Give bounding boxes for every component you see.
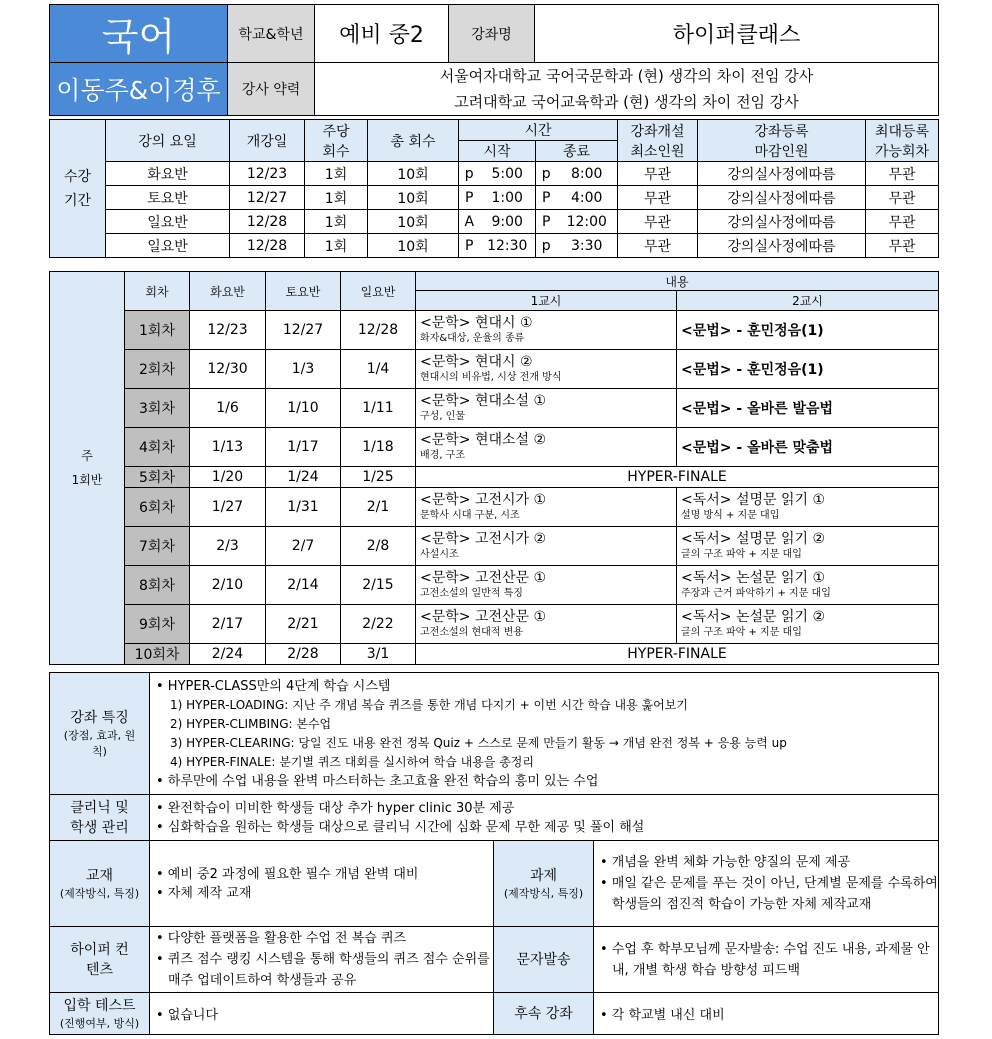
day-cell: 일요반	[106, 234, 230, 258]
total-cell: 10회	[368, 162, 459, 186]
start-time: 1:00	[480, 186, 536, 210]
school-value: 예비 중2	[315, 5, 449, 63]
sun-cell: 1/11	[341, 389, 416, 428]
schedule-row	[50, 644, 939, 665]
period-side-label: 수강 기간	[50, 120, 106, 258]
lesson-subtitle: 현대시의 비유법, 시상 전개 방식	[420, 372, 562, 383]
period-2-cell	[677, 488, 939, 527]
feature-line: • 하루만에 수업 내용을 완벽 마스터하는 초고효율 완전 학습의 흥미 있는 수업	[156, 773, 599, 789]
sat-cell: 1/24	[266, 467, 341, 488]
homework-content	[594, 841, 939, 927]
max-cell: 무관	[866, 186, 939, 210]
period-2-cell: <문법> - 훈민정음(1)	[677, 311, 939, 350]
lesson-subtitle: 화자&대상, 운율의 종류	[420, 333, 525, 344]
features-table	[49, 672, 939, 1035]
day-cell: 화요반	[106, 162, 230, 186]
feature-line: 4) HYPER-FINALE: 분기별 퀴즈 대회를 실시하여 학습 내용을 총정리	[170, 754, 534, 769]
min-cell: 무관	[618, 234, 698, 258]
lesson-subtitle: 주장과 근거 파악하기 + 지문 대입	[681, 588, 831, 599]
header-start-date: 개강일	[230, 120, 305, 162]
hyper-content	[150, 927, 494, 993]
course-label: 강좌명	[449, 5, 535, 63]
deadline-cell: 강의실사정에따름	[698, 210, 866, 234]
header-time-end: 종료	[536, 141, 618, 162]
header-sun: 일요반	[341, 272, 416, 311]
finale-cell: HYPER-FINALE	[416, 467, 939, 488]
feature-line: • 예비 중2 과정에 필요한 필수 개념 완벽 대비	[156, 866, 419, 882]
lesson-title: <문학> 고전산문 ①	[420, 570, 547, 586]
schedule-row	[50, 428, 939, 467]
header-sat: 토요반	[266, 272, 341, 311]
lesson-subtitle: 글의 구조 파악 + 지문 대입	[681, 549, 802, 560]
start-time: 9:00	[480, 210, 536, 234]
weekly-cell: 1회	[305, 186, 368, 210]
lesson-subtitle: 설명 방식 + 지문 대입	[681, 510, 780, 521]
sun-cell: 3/1	[341, 644, 416, 665]
max-cell: 무관	[866, 210, 939, 234]
feature-line: • 심화학습을 원하는 학생들 대상으로 클리닉 시간에 심화 문제 무한 제공 및 풀이 해설	[156, 819, 645, 835]
start-cell: 12/27	[230, 186, 305, 210]
sat-cell: 2/28	[266, 644, 341, 665]
header-period-1: 1교시	[416, 291, 677, 311]
start-cell: 12/23	[230, 162, 305, 186]
homework-label: 과제 (제작방식, 특징)	[494, 841, 594, 927]
session-cell: 2회차	[125, 350, 190, 389]
sun-cell: 2/1	[341, 488, 416, 527]
sms-label: 문자발송	[494, 927, 594, 993]
sat-cell: 12/27	[266, 311, 341, 350]
period-2-cell	[677, 566, 939, 605]
sat-cell: 1/17	[266, 428, 341, 467]
lesson-title: <문학> 고전시가 ①	[420, 492, 547, 508]
header-time-start: 시작	[459, 141, 536, 162]
session-cell: 7회차	[125, 527, 190, 566]
header-session: 회차	[125, 272, 190, 311]
sat-cell: 2/21	[266, 605, 341, 644]
end-time: 4:00	[557, 186, 618, 210]
header-content: 내용	[416, 272, 939, 291]
lesson-title: <독서> 논설문 읽기 ②	[681, 609, 826, 625]
min-cell: 무관	[618, 186, 698, 210]
min-cell: 무관	[618, 162, 698, 186]
total-cell: 10회	[368, 186, 459, 210]
schedule-row	[50, 605, 939, 644]
period-row	[50, 162, 939, 186]
lesson-subtitle: 글의 구조 파악 + 지문 대입	[681, 627, 802, 638]
sun-cell: 2/8	[341, 527, 416, 566]
lesson-title: <독서> 설명문 읽기 ①	[681, 492, 826, 508]
end-time: 12:00	[557, 210, 618, 234]
start-ampm: P	[459, 234, 480, 258]
header-tue: 화요반	[190, 272, 266, 311]
feature-line: 3) HYPER-CLEARING: 당일 진도 내용 완전 정복 Quiz + 스스로 문제 만들기 활동 → 개념 완전 정복 + 응용 능력 up	[170, 735, 787, 750]
tue-cell: 1/13	[190, 428, 266, 467]
textbook-label: 교재 (제작방식, 특징)	[50, 841, 150, 927]
career-line: 서울여자대학교 국어국문학과 (현) 생각의 차이 전임 강사	[439, 67, 814, 85]
weekly-cell: 1회	[305, 234, 368, 258]
session-cell: 1회차	[125, 311, 190, 350]
period-1-cell	[416, 488, 677, 527]
period-1-cell	[416, 350, 677, 389]
day-cell: 토요반	[106, 186, 230, 210]
period-2-cell	[677, 527, 939, 566]
weekly-cell: 1회	[305, 162, 368, 186]
feature-line: • 매일 같은 문제를 푸는 것이 아닌, 단계별 문제를 수록하여 학생들의 점진적 학습이 가능한 자체 제작교재	[600, 876, 938, 912]
period-1-cell	[416, 527, 677, 566]
total-cell: 10회	[368, 210, 459, 234]
schedule-row	[50, 566, 939, 605]
finale-cell: HYPER-FINALE	[416, 644, 939, 665]
hyper-content-label: 하이퍼 컨텐츠	[50, 927, 150, 993]
header-min-people: 강좌개설 최소인원	[618, 120, 698, 162]
schedule-row	[50, 311, 939, 350]
header-period-2: 2교시	[677, 291, 939, 311]
lesson-title: <독서> 설명문 읽기 ②	[681, 531, 826, 547]
lesson-subtitle: 배경, 구조	[420, 450, 465, 461]
period-1-cell	[416, 389, 677, 428]
schedule-row	[50, 527, 939, 566]
sun-cell: 1/18	[341, 428, 416, 467]
feature-line: 1) HYPER-LOADING: 지난 주 개념 복습 퀴즈를 통한 개념 다지기 + 이번 시간 학습 내용 훑어보기	[170, 697, 688, 712]
deadline-cell: 강의실사정에따름	[698, 186, 866, 210]
header-deadline: 강좌등록 마감인원	[698, 120, 866, 162]
period-1-cell	[416, 311, 677, 350]
period-row	[50, 210, 939, 234]
lesson-title: <문학> 현대시 ①	[420, 315, 533, 331]
career-cell	[315, 63, 939, 116]
tue-cell: 12/23	[190, 311, 266, 350]
sat-cell: 1/31	[266, 488, 341, 527]
feature-line: 2) HYPER-CLIMBING: 본수업	[170, 716, 332, 731]
schedule-row	[50, 488, 939, 527]
schedule-table	[49, 271, 939, 665]
sat-cell: 1/3	[266, 350, 341, 389]
session-cell: 8회차	[125, 566, 190, 605]
sat-cell: 1/10	[266, 389, 341, 428]
sun-cell: 2/22	[341, 605, 416, 644]
lesson-title: <문학> 고전산문 ①	[420, 609, 547, 625]
schedule-row	[50, 467, 939, 488]
tue-cell: 1/20	[190, 467, 266, 488]
period-2-cell: <문법> - 올바른 맞춤법	[677, 428, 939, 467]
feature-line: • 완전학습이 미비한 학생들 대상 추가 hyper clinic 30분 제공	[156, 800, 515, 816]
subject-title: 국어	[50, 5, 228, 63]
start-time: 5:00	[480, 162, 536, 186]
lesson-title: <문학> 현대소설 ②	[420, 432, 547, 448]
end-time: 3:30	[557, 234, 618, 258]
follow-course-value: • 각 학교별 내신 대비	[594, 993, 939, 1035]
end-ampm: P	[536, 210, 557, 234]
lesson-title: <독서> 논설문 읽기 ①	[681, 570, 826, 586]
period-1-cell	[416, 605, 677, 644]
schedule-row	[50, 389, 939, 428]
session-cell: 5회차	[125, 467, 190, 488]
sun-cell: 2/15	[341, 566, 416, 605]
teacher-names: 이동주&이경후	[50, 63, 228, 116]
sun-cell: 1/4	[341, 350, 416, 389]
period-1-cell	[416, 566, 677, 605]
period-row	[50, 186, 939, 210]
session-cell: 9회차	[125, 605, 190, 644]
lesson-title: <문학> 현대시 ②	[420, 354, 533, 370]
start-ampm: A	[459, 210, 480, 234]
total-cell: 10회	[368, 234, 459, 258]
feature-line: • HYPER-CLASS만의 4단계 학습 시스템	[156, 678, 391, 694]
feature-line: • 개념을 완벽 체화 가능한 양질의 문제 제공	[600, 855, 851, 870]
clinic-content	[150, 795, 939, 841]
weekly-cell: 1회	[305, 210, 368, 234]
session-cell: 4회차	[125, 428, 190, 467]
start-ampm: P	[459, 186, 480, 210]
start-time: 12:30	[480, 234, 536, 258]
career-line: 고려대학교 국어교육학과 (현) 생각의 차이 전임 강사	[454, 93, 799, 111]
tue-cell: 2/10	[190, 566, 266, 605]
sms-content	[594, 927, 939, 993]
career-label: 강사 약력	[228, 63, 315, 116]
period-row	[50, 234, 939, 258]
follow-course-label: 후속 강좌	[494, 993, 594, 1035]
day-cell: 일요반	[106, 210, 230, 234]
lesson-subtitle: 고전소설의 현대적 변용	[420, 627, 523, 638]
tue-cell: 2/17	[190, 605, 266, 644]
sat-cell: 2/7	[266, 527, 341, 566]
end-ampm: P	[536, 186, 557, 210]
lesson-subtitle: 구성, 인물	[420, 411, 465, 422]
school-label: 학교&학년	[228, 5, 315, 63]
session-cell: 6회차	[125, 488, 190, 527]
session-cell: 10회차	[125, 644, 190, 665]
tue-cell: 2/3	[190, 527, 266, 566]
start-cell: 12/28	[230, 234, 305, 258]
end-time: 8:00	[557, 162, 618, 186]
deadline-cell: 강의실사정에따름	[698, 234, 866, 258]
header-total: 총 회수	[368, 120, 459, 162]
lesson-subtitle: 문학사 시대 구분, 시조	[420, 510, 520, 521]
feature-line: • 자체 제작 교재	[156, 885, 252, 901]
start-cell: 12/28	[230, 210, 305, 234]
period-2-cell	[677, 605, 939, 644]
period-1-cell	[416, 428, 677, 467]
textbook-content	[150, 841, 494, 927]
feature-line: • 퀴즈 점수 랭킹 시스템을 통해 학생들의 퀴즈 점수 순위를 매주 업데이트하여 학생들과 공유	[156, 952, 490, 988]
schedule-side-label: 주 1회반	[50, 272, 125, 665]
header-table	[49, 4, 939, 116]
deadline-cell: 강의실사정에따름	[698, 162, 866, 186]
course-value: 하이퍼클래스	[535, 5, 939, 63]
entrance-test-label: 입학 테스트 (진행여부, 방식)	[50, 993, 150, 1035]
feature-line: • 다양한 플랫폼을 활용한 수업 전 복습 퀴즈	[156, 931, 407, 946]
schedule-row	[50, 350, 939, 389]
period-2-cell: <문법> - 훈민정음(1)	[677, 350, 939, 389]
max-cell: 무관	[866, 162, 939, 186]
lesson-subtitle: 사설시조	[420, 549, 459, 560]
sun-cell: 12/28	[341, 311, 416, 350]
tue-cell: 1/27	[190, 488, 266, 527]
session-cell: 3회차	[125, 389, 190, 428]
entrance-test-value: • 없습니다	[150, 993, 494, 1035]
course-feature-content	[150, 673, 939, 795]
course-feature-label: 강좌 특징 (장점, 효과, 원칙)	[50, 673, 150, 795]
sun-cell: 1/25	[341, 467, 416, 488]
feature-line: • 수업 후 학부모님께 문자발송: 수업 진도 내용, 과제물 안내, 개별 학생 학습 방향성 피드백	[600, 941, 930, 978]
end-ampm: p	[536, 234, 557, 258]
header-day: 강의 요일	[106, 120, 230, 162]
sat-cell: 2/14	[266, 566, 341, 605]
header-weekly: 주당 회수	[305, 120, 368, 162]
lesson-subtitle: 고전소설의 일반적 특징	[420, 588, 523, 599]
header-time: 시간	[459, 120, 618, 141]
tue-cell: 12/30	[190, 350, 266, 389]
tue-cell: 2/24	[190, 644, 266, 665]
start-ampm: p	[459, 162, 480, 186]
lesson-title: <문학> 고전시가 ②	[420, 531, 547, 547]
header-max-sessions: 최대등록 가능회차	[866, 120, 939, 162]
period-2-cell: <문법> - 올바른 발음법	[677, 389, 939, 428]
period-table	[49, 119, 939, 258]
min-cell: 무관	[618, 210, 698, 234]
tue-cell: 1/6	[190, 389, 266, 428]
lesson-title: <문학> 현대소설 ①	[420, 393, 547, 409]
clinic-label: 클리닉 및 학생 관리	[50, 795, 150, 841]
end-ampm: p	[536, 162, 557, 186]
max-cell: 무관	[866, 234, 939, 258]
